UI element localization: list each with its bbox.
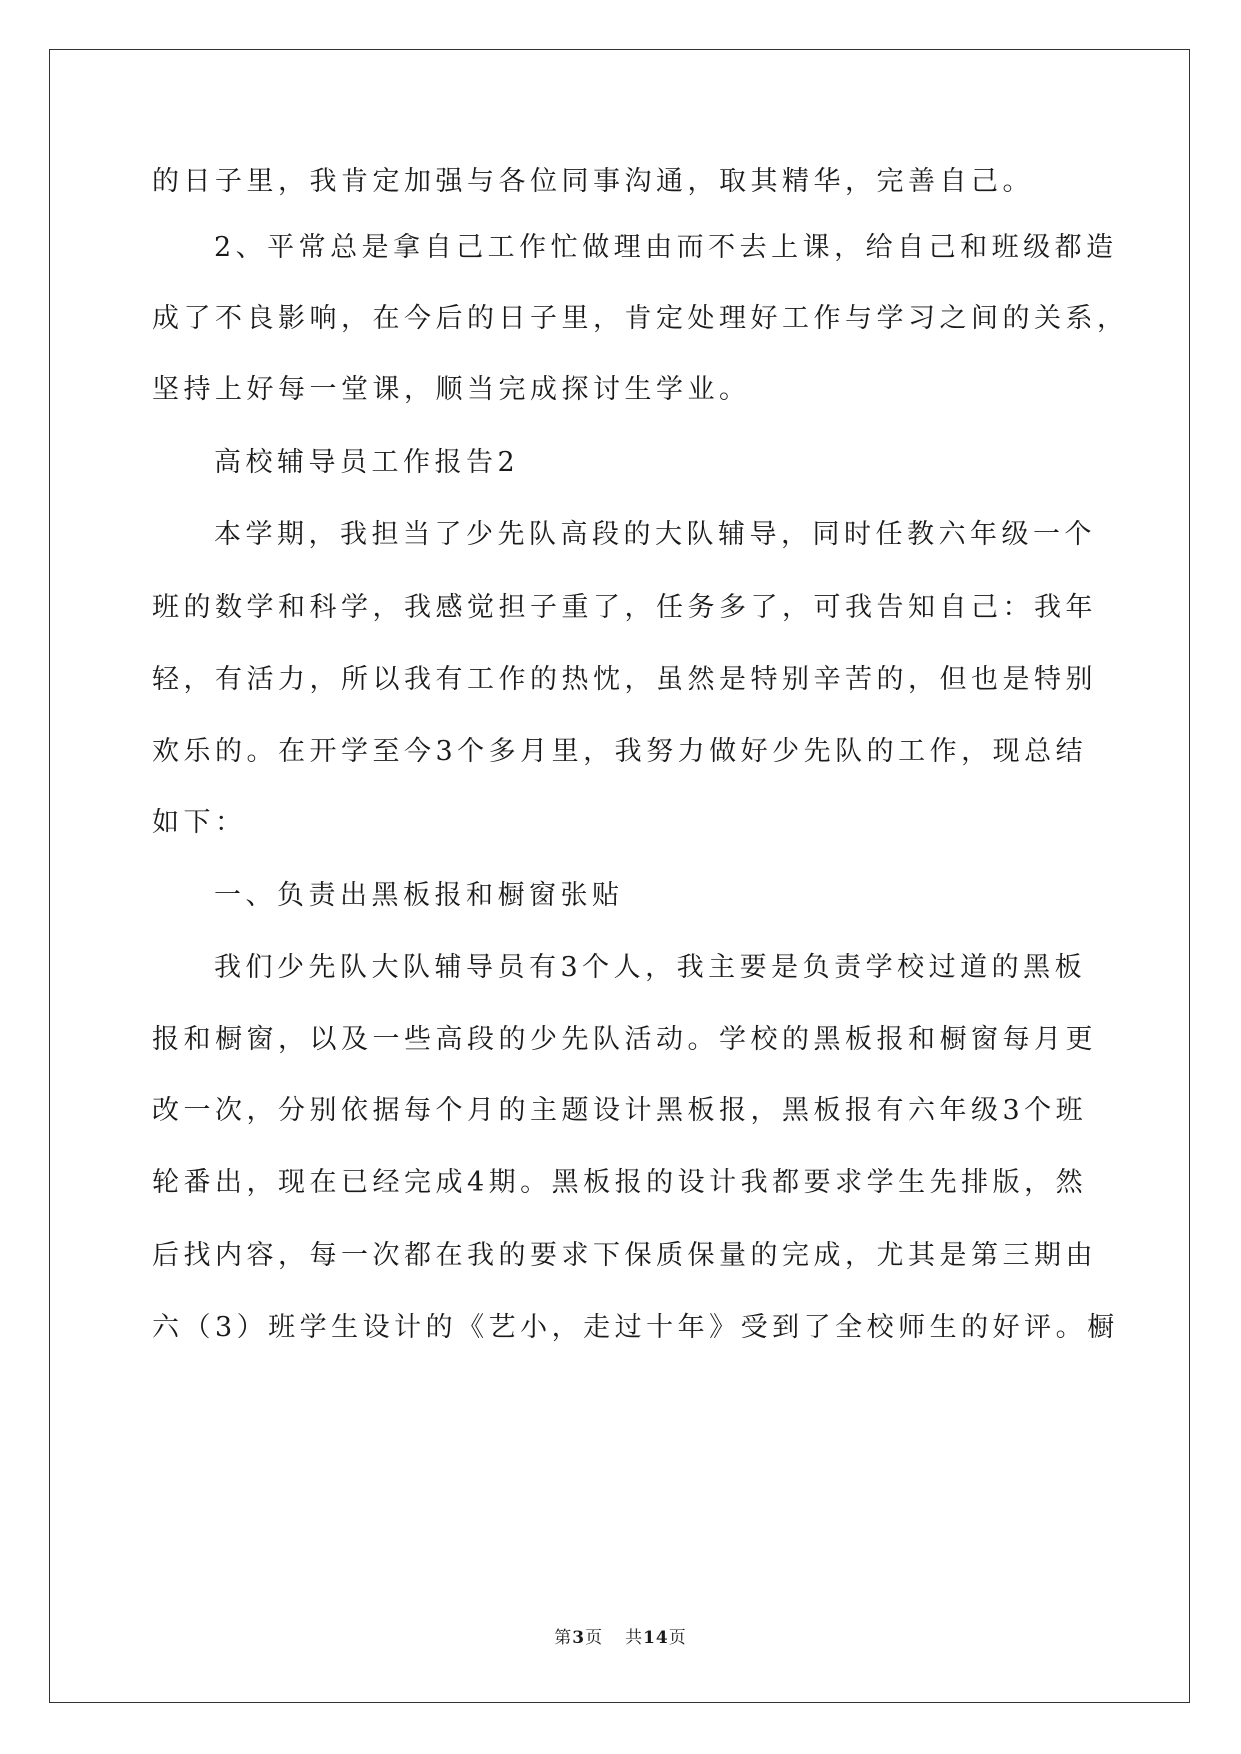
text-line: 六（3）班学生设计的《艺小，走过十年》受到了全校师生的好评。橱	[152, 1312, 1119, 1343]
text-line: 轮番出，现在已经完成4期。黑板报的设计我都要求学生先排版，然	[152, 1167, 1088, 1198]
text-line: 我们少先队大队辅导员有3个人，我主要是负责学校过道的黑板	[214, 952, 1087, 983]
text-line: 班的数学和科学，我感觉担子重了，任务多了，可我告知自己：我年	[152, 592, 1097, 623]
text-line: 欢乐的。在开学至今3个多月里，我努力做好少先队的工作，现总结	[152, 736, 1088, 767]
current-page-number: 3	[572, 1628, 586, 1648]
text-line: 的日子里，我肯定加强与各位同事沟通，取其精华，完善自己。	[152, 166, 1034, 197]
text-line: 后找内容，每一次都在我的要求下保质保量的完成，尤其是第三期由	[152, 1240, 1097, 1271]
text-line: 本学期，我担当了少先队高段的大队辅导，同时任教六年级一个	[214, 519, 1096, 550]
page-suffix: 页	[585, 1628, 604, 1648]
text-line: 报和橱窗，以及一些高段的少先队活动。学校的黑板报和橱窗每月更	[152, 1024, 1097, 1055]
total-prefix: 共	[625, 1628, 644, 1648]
section-title: 高校辅导员工作报告2	[214, 447, 520, 478]
text-line: 如下：	[152, 807, 247, 838]
total-suffix: 页	[668, 1628, 687, 1648]
total-page-count: 14	[643, 1628, 669, 1648]
text-line: 2、平常总是拿自己工作忙做理由而不去上课，给自己和班级都造	[214, 232, 1118, 263]
text-line: 坚持上好每一堂课，顺当完成探讨生学业。	[152, 374, 751, 405]
section-heading: 一、负责出黑板报和橱窗张贴	[214, 880, 624, 911]
text-line: 成了不良影响，在今后的日子里，肯定处理好工作与学习之间的关系，	[152, 303, 1129, 334]
text-line: 轻，有活力，所以我有工作的热忱，虽然是特别辛苦的，但也是特别	[152, 664, 1097, 695]
text-line: 改一次，分别依据每个月的主题设计黑板报，黑板报有六年级3个班	[152, 1095, 1088, 1126]
page-footer	[0, 1626, 1241, 1650]
page-prefix: 第	[554, 1628, 573, 1648]
